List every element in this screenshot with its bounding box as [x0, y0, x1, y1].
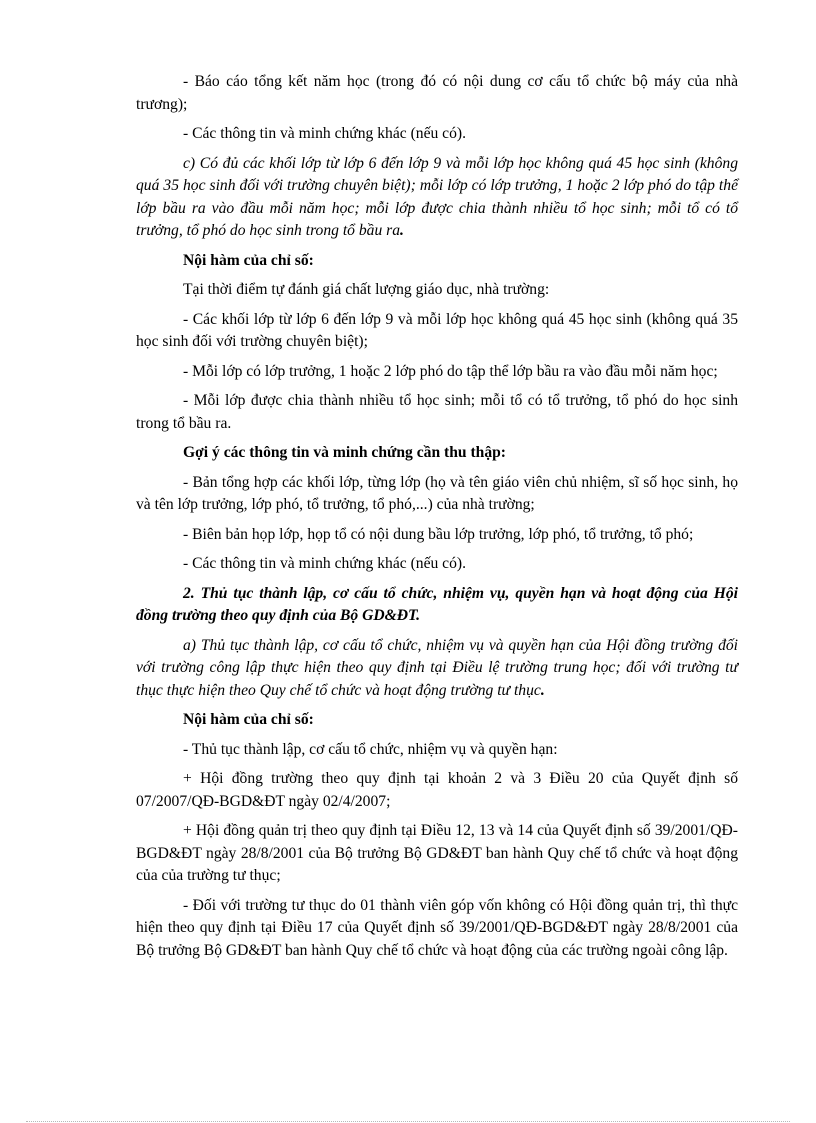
- criterion-c-period: .: [400, 222, 404, 239]
- page-bottom-rule: [26, 1121, 790, 1122]
- paragraph-private-school: - Đối với trường tư thục do 01 thành viên góp vốn không có Hội đồng quản trị, thì thực hiện theo quy định tại Điều 17 của Quyết định số 39/2001/QĐ-BGD&ĐT ngày 28/8/2001 của Bộ trưởng Bộ GD&ĐT ban hành Quy chế tổ chức và hoạt động của các trường ngoài công lập.: [136, 896, 738, 959]
- paragraph-other-info: - Các thông tin và minh chứng khác (nếu có).: [183, 125, 466, 142]
- criterion-a-period: .: [540, 681, 545, 699]
- section-2-heading: 2. Thủ tục thành lập, cơ cấu tổ chức, nhiệm vụ, quyền hạn và hoạt động của Hội đồng trường theo quy định của Bộ GD&ĐT.: [136, 584, 738, 624]
- paragraph-school-council: + Hội đồng trường theo quy định tại khoản 2 và 3 Điều 20 của Quyết định số 07/2007/QĐ-BGD&ĐT ngày 02/4/2007;: [136, 770, 738, 810]
- paragraph-procedure: - Thủ tục thành lập, cơ cấu tổ chức, nhiệm vụ và quyền hạn:: [183, 740, 558, 758]
- criterion-c-text: c) Có đủ các khối lớp từ lớp 6 đến lớp 9 và mỗi lớp học không quá 45 học sinh (không quá 35 học sinh đối với trường chuyên biệt); mỗi lớp có lớp trưởng, 1 hoặc 2 lớp phó do tập thể lớp bầu ra vào đầu mỗi năm học; mỗi lớp được chia thành nhiều tổ học sinh; mỗi tổ có tổ trưởng, tổ phó do học sinh trong tổ bầu ra: [136, 154, 738, 239]
- paragraph-grades: - Các khối lớp từ lớp 6 đến lớp 9 và mỗi lớp học không quá 45 học sinh (không quá 35 học sinh đối với trường chuyên biệt);: [136, 310, 738, 350]
- paragraph-class-monitor: - Mỗi lớp có lớp trưởng, 1 hoặc 2 lớp phó do tập thể lớp bầu ra vào đầu mỗi năm học;: [183, 362, 718, 380]
- paragraph-groups: - Mỗi lớp được chia thành nhiều tổ học sinh; mỗi tổ có tổ trưởng, tổ phó do học sinh trong tổ bầu ra.: [136, 392, 738, 432]
- heading-evidence: Gợi ý các thông tin và minh chứng cần thu thập:: [183, 444, 506, 461]
- paragraph-summary-table: - Bản tổng hợp các khối lớp, từng lớp (họ và tên giáo viên chủ nhiệm, sĩ số học sinh, họ và tên lớp trưởng, lớp phó, tổ trưởng, tổ phó,...) của nhà trường;: [136, 473, 738, 513]
- paragraph-self-eval: Tại thời điểm tự đánh giá chất lượng giáo dục, nhà trường:: [183, 281, 550, 298]
- paragraph-board: + Hội đồng quản trị theo quy định tại Điều 12, 13 và 14 của Quyết định số 39/2001/QĐ-BGD&ĐT ngày 28/8/2001 của Bộ trưởng Bộ GD&ĐT ban hành Quy chế tổ chức và hoạt động của của trường tư thục;: [136, 822, 738, 884]
- heading-scope: Nội hàm của chỉ số:: [183, 251, 314, 269]
- document-page: [136, 71, 738, 969]
- criterion-a: [136, 635, 738, 703]
- criterion-c: [136, 153, 738, 243]
- paragraph-minutes: - Biên bản họp lớp, họp tổ có nội dung bầu lớp trưởng, lớp phó, tổ trưởng, tổ phó;: [183, 525, 694, 543]
- criterion-a-text: a) Thủ tục thành lập, cơ cấu tổ chức, nhiệm vụ và quyền hạn của Hội đồng trường đối với trường công lập thực hiện theo quy định tại Điều lệ trường trung học; đối với trường tư thục thực hiện theo Quy chế tổ chức và hoạt động trường tư thục: [136, 636, 738, 699]
- heading-scope-2: Nội hàm của chỉ số:: [183, 711, 314, 728]
- paragraph-other-info-2: - Các thông tin và minh chứng khác (nếu có).: [183, 555, 466, 572]
- paragraph-report: - Báo cáo tổng kết năm học (trong đó có nội dung cơ cấu tổ chức bộ máy của nhà trương);: [136, 73, 738, 113]
